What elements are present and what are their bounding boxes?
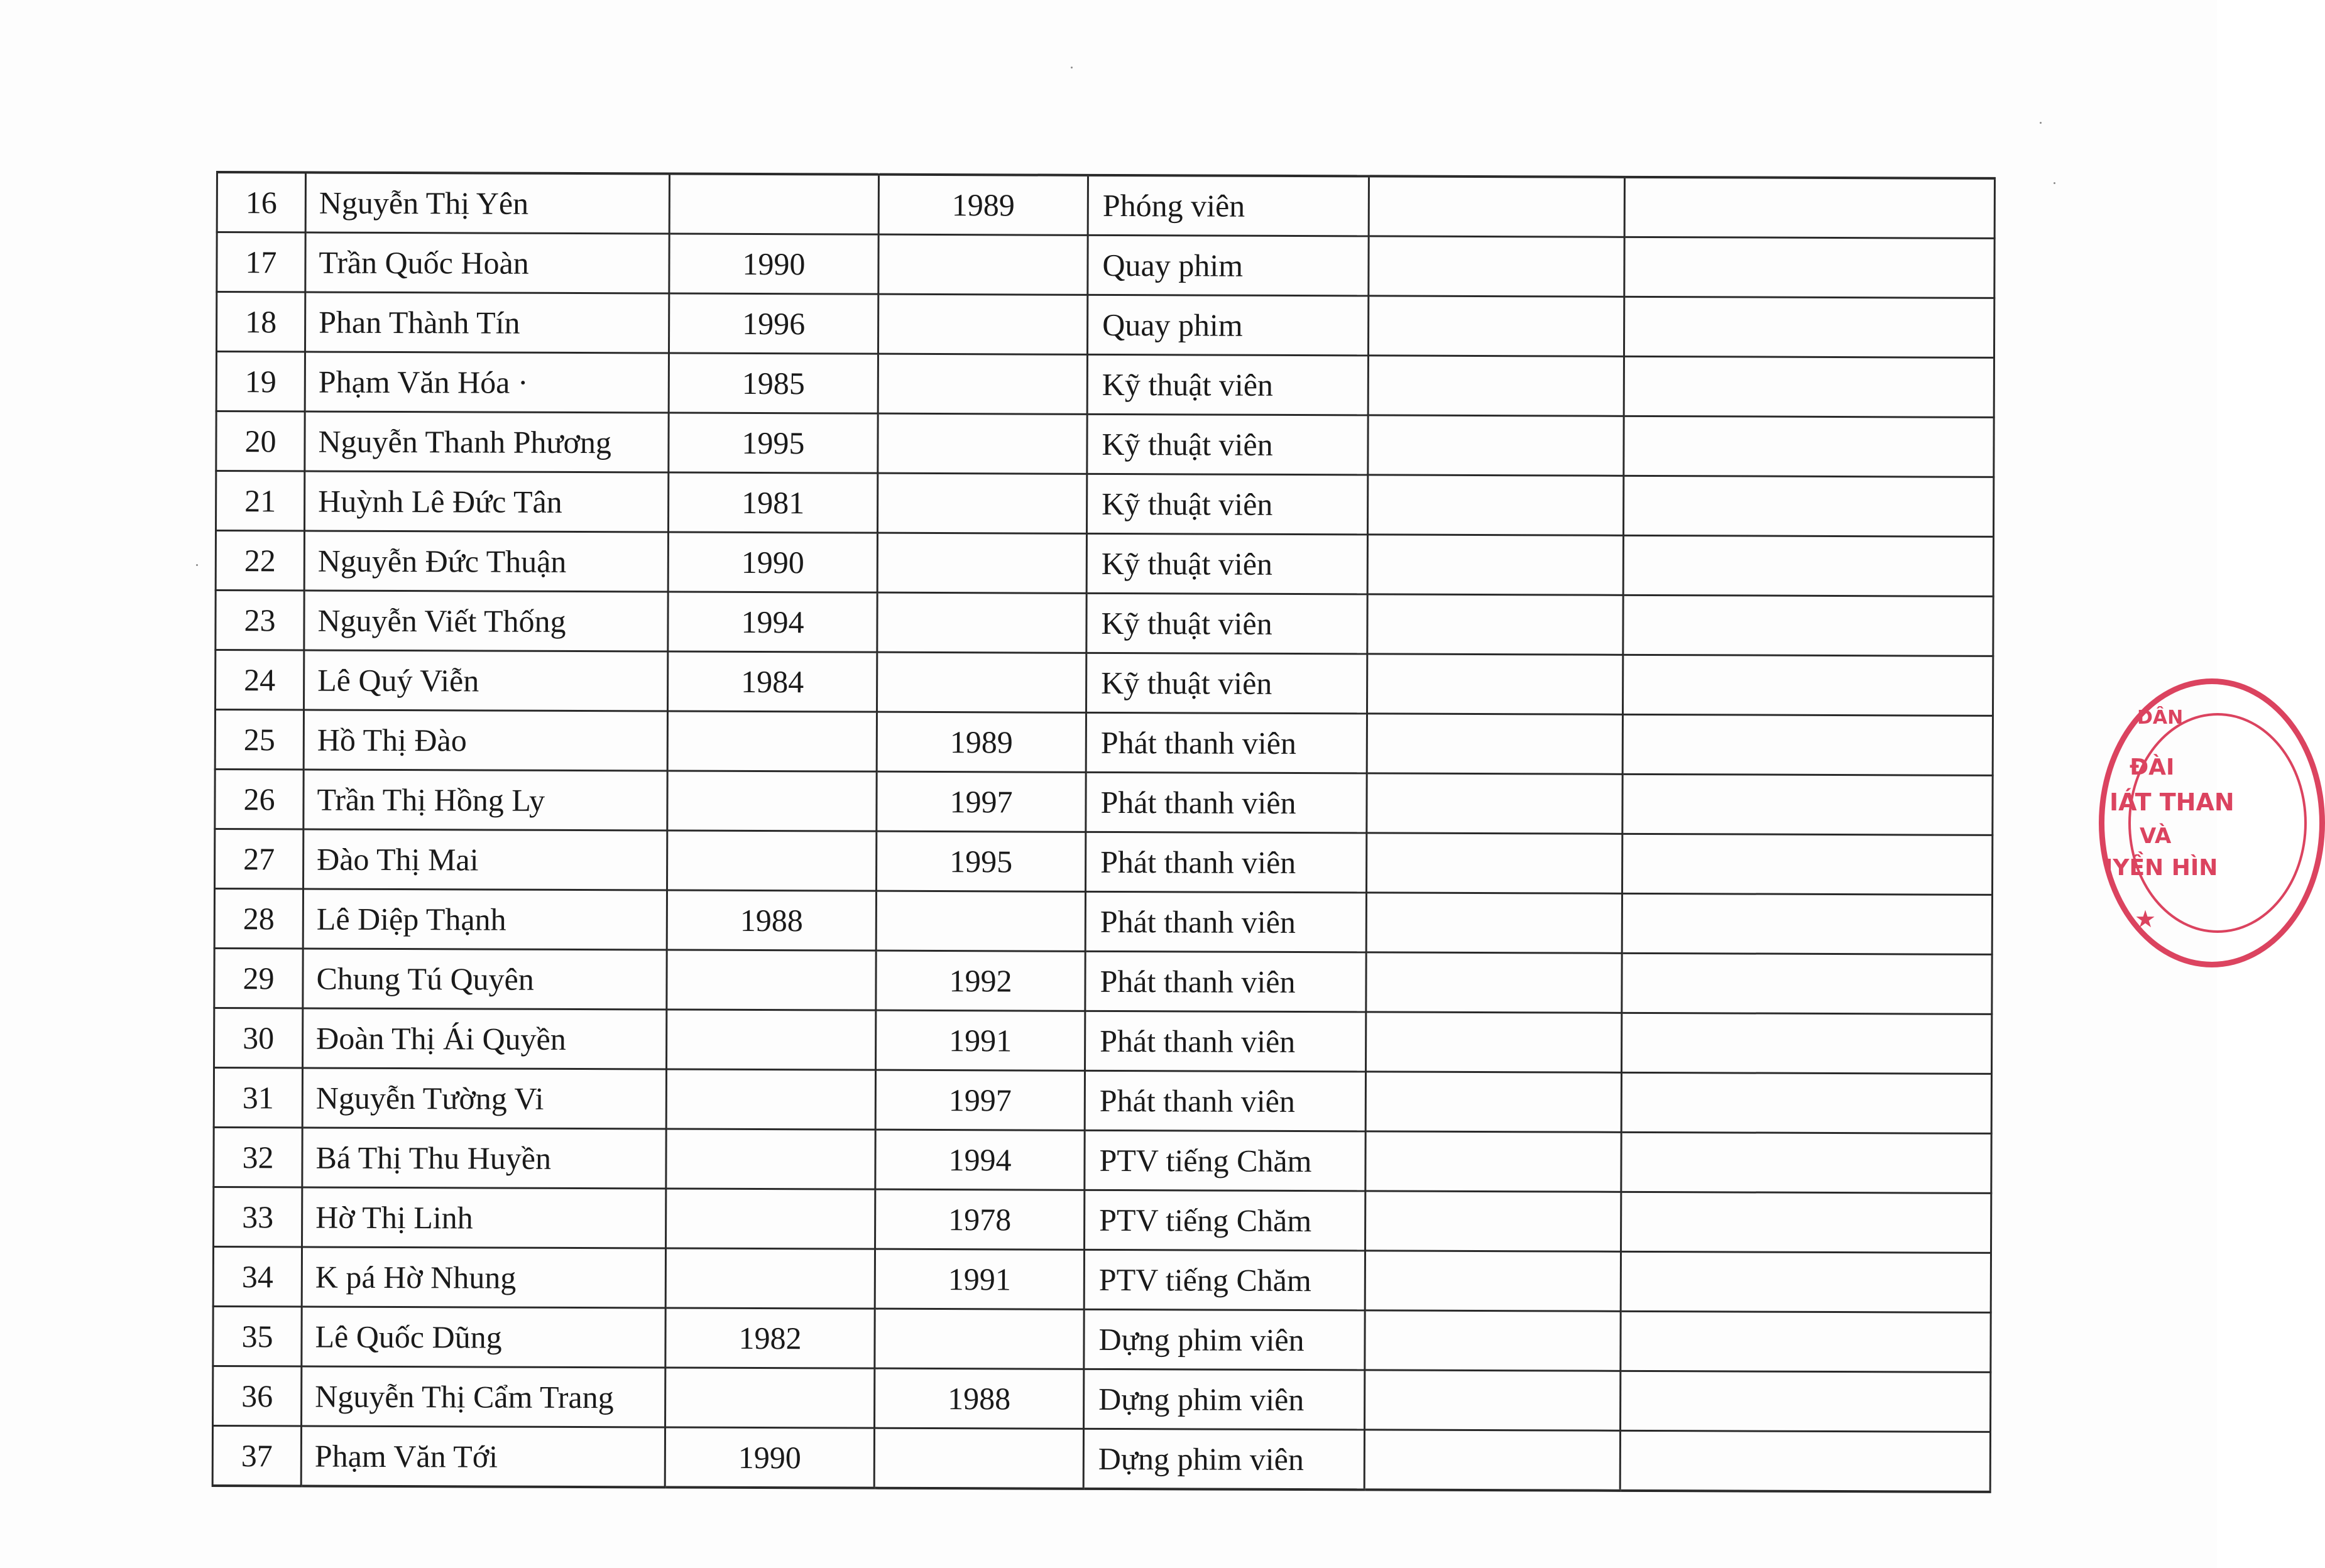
row-number-cell [212,1425,301,1486]
row-number-cell [213,1306,302,1366]
job-title: Phát thanh viên [1100,724,1296,761]
birth-year-male: 1995 [741,425,805,461]
job-title-cell [1083,1429,1364,1489]
table-row [213,1306,1991,1372]
row-number: 30 [243,1020,275,1056]
birth-year-female: 1994 [948,1142,1012,1178]
full-name-cell [303,949,667,1010]
row-number: 19 [244,364,276,400]
row-number-cell [213,1366,302,1425]
row-number-cell [214,1067,302,1127]
full-name-cell [305,292,669,353]
row-number: 33 [242,1199,274,1235]
birth-year-female: 1989 [949,724,1013,760]
full-name: Phạm Văn Tới [314,1438,498,1474]
birth-year-male-cell [668,651,877,712]
row-number: 36 [241,1378,273,1414]
empty-cell-cell [1621,1251,1991,1312]
table-row [216,531,1993,597]
full-name-cell [301,1426,665,1488]
full-name-cell [304,650,668,711]
empty-cell-cell [1365,1370,1621,1430]
birth-year-female: 1991 [949,1023,1012,1059]
job-title: PTV tiếng Chăm [1099,1202,1312,1239]
birth-year-male-cell [668,472,877,533]
full-name: Chung Tú Quyên [316,961,534,997]
row-number: 22 [244,543,276,579]
birth-year-female-cell [875,1368,1084,1429]
seal-text-line4: VÀ [2140,824,2172,849]
full-name: Nguyễn Thị Yên [319,185,529,221]
table-row [216,650,1993,716]
job-title: Kỹ thuật viên [1102,426,1273,462]
birth-year-male: 1982 [738,1320,802,1356]
full-name: Lê Quốc Dũng [315,1319,502,1355]
table-row [214,1067,1991,1133]
birth-year-male-cell [666,1129,875,1189]
birth-year-female: 1997 [949,784,1013,820]
empty-cell-cell [1365,1072,1621,1132]
birth-year-female-cell [875,1130,1085,1190]
birth-year-female-cell [875,1309,1084,1369]
job-title-cell [1085,1070,1365,1131]
table-row [216,591,1993,656]
job-title-cell [1086,832,1367,893]
full-name: Trần Quốc Hoàn [319,244,529,281]
seal-star-icon: ★ [2135,905,2157,933]
row-number: 18 [245,304,277,340]
birth-year-female-cell [876,1010,1085,1070]
full-name: Nguyễn Viết Thống [317,602,566,639]
empty-cell-cell [1367,535,1623,595]
job-title-cell [1085,891,1366,952]
table-row [214,1008,1992,1074]
empty-cell-cell [1621,1132,1991,1193]
job-title-cell [1086,653,1367,714]
full-name-cell [302,1068,666,1129]
birth-year-male: 1990 [742,246,806,282]
job-title: Dựng phim viên [1098,1321,1305,1358]
full-name: K pá Hờ Nhung [315,1259,517,1295]
birth-year-male-cell [665,1248,875,1309]
empty-cell-cell [1369,176,1624,237]
job-title: Phát thanh viên [1100,963,1296,1000]
birth-year-female-cell [876,950,1085,1011]
job-title: Phát thanh viên [1099,1082,1296,1119]
job-title: Quay phim [1102,307,1243,343]
job-title-cell [1085,1190,1365,1251]
birth-year-male: 1988 [740,902,803,939]
birth-year-female: 1989 [951,187,1015,223]
birth-year-male-cell [666,1069,875,1130]
job-title-cell [1088,175,1369,236]
full-name: Bá Thị Thu Huyền [315,1140,552,1176]
empty-cell-cell [1624,297,1994,357]
job-title: Kỹ thuật viên [1101,665,1272,701]
empty-cell-cell [1623,595,1993,656]
seal-inner-ring [2128,713,2307,933]
birth-year-female: 1978 [948,1202,1012,1238]
row-number-cell [215,769,304,829]
row-number: 34 [241,1259,273,1295]
row-number: 37 [241,1438,273,1474]
empty-cell-cell [1623,535,1993,596]
row-number-cell [216,591,304,650]
row-number-cell [216,352,305,411]
job-title: Quay phim [1102,247,1244,283]
job-title: Kỹ thuật viên [1102,486,1273,522]
job-title: Phát thanh viên [1100,1023,1296,1060]
full-name-cell [305,232,669,293]
scan-speck [2054,182,2055,184]
staff-roster-table [212,171,1996,1493]
job-title: PTV tiếng Chăm [1098,1261,1311,1298]
job-title: Kỹ thuật viên [1101,605,1272,641]
birth-year-male-cell [667,950,876,1010]
row-number: 20 [244,423,276,459]
row-number-cell [213,1246,302,1306]
full-name: Lê Quý Viễn [317,662,479,699]
birth-year-male-cell [665,1368,875,1428]
table-row [214,1127,1991,1193]
empty-cell-cell [1620,1430,1990,1492]
row-number: 25 [243,722,275,758]
full-name-cell [305,352,669,413]
empty-cell-cell [1368,296,1624,356]
table-row [213,1366,1991,1432]
birth-year-female: 1988 [948,1381,1011,1417]
row-number: 32 [242,1140,274,1175]
table-row [217,232,1994,298]
empty-cell-cell [1621,1371,1991,1432]
row-number: 17 [245,244,277,280]
birth-year-male: 1984 [741,663,804,700]
empty-cell-cell [1623,476,1993,536]
birth-year-female-cell [877,652,1086,712]
table-row [214,888,1992,954]
empty-cell-cell [1622,774,1993,835]
seal-text-line2: ĐÀI [2130,754,2175,780]
row-number: 23 [244,602,276,638]
table-row [214,948,1992,1014]
birth-year-male: 1990 [741,544,804,580]
row-number-cell [216,650,304,710]
birth-year-female-cell [875,1189,1085,1250]
job-title-cell [1085,1011,1366,1072]
row-number: 28 [243,901,275,937]
job-title-cell [1085,951,1366,1012]
row-number: 24 [244,662,276,698]
birth-year-female-cell [878,175,1088,236]
birth-year-male: 1985 [741,365,805,401]
row-number-cell [214,1127,302,1187]
row-number-cell [214,1187,302,1246]
birth-year-male-cell [667,711,877,771]
job-title: Dựng phim viên [1098,1381,1305,1418]
empty-cell-cell [1365,1131,1621,1192]
full-name-cell [304,710,667,771]
row-number: 26 [243,781,275,817]
full-name: Phạm Văn Hóa · [318,364,528,400]
full-name-cell [305,172,669,234]
full-name: Trần Thị Hồng Ly [317,781,545,818]
row-number-cell [216,531,304,591]
empty-cell-cell [1624,177,1994,239]
empty-cell-cell [1367,773,1622,834]
job-title-cell [1087,295,1368,356]
job-title-cell [1086,474,1367,535]
table-row [216,352,1994,418]
job-title-cell [1085,1130,1365,1191]
empty-cell-cell [1369,236,1624,297]
job-title: Kỹ thuật viên [1101,545,1273,582]
birth-year-male: 1981 [741,484,805,521]
birth-year-male-cell [666,1189,875,1249]
empty-cell-cell [1622,893,1992,954]
full-name-cell [302,1128,666,1189]
birth-year-male-cell [668,532,877,592]
birth-year-female-cell [877,771,1086,832]
job-title-cell [1087,414,1368,475]
seal-text-line3: IÁT THAN [2109,788,2235,816]
job-title: Phát thanh viên [1100,784,1296,821]
table-row [215,710,1993,776]
empty-cell-cell [1622,1013,1992,1074]
empty-cell-cell [1367,714,1622,774]
job-title: Phát thanh viên [1100,844,1296,881]
empty-cell-cell [1622,714,1993,775]
birth-year-male: 1996 [742,305,806,342]
row-number-cell [215,710,304,770]
full-name-cell [302,1247,665,1308]
full-name-cell [305,411,669,472]
job-title-cell [1086,712,1367,773]
empty-cell-cell [1367,594,1623,655]
birth-year-male-cell [669,413,878,473]
empty-cell-cell [1624,416,1994,477]
birth-year-male-cell [667,890,876,950]
scan-speck [196,564,198,566]
official-seal [2099,678,2325,967]
job-title-cell [1084,1309,1365,1370]
staff-roster-body [212,172,1994,1492]
empty-cell-cell [1622,655,1993,716]
seal-text-top: DÂN [2137,707,2184,729]
row-number-cell [215,829,304,888]
job-title: Kỹ thuật viên [1102,366,1274,403]
table-row [212,1425,1990,1491]
table-row [216,471,1994,537]
job-title: PTV tiếng Chăm [1099,1142,1312,1179]
full-name: Phan Thành Tín [319,304,520,340]
birth-year-male-cell [665,1427,874,1488]
birth-year-male-cell [667,1010,876,1070]
empty-cell-cell [1365,1310,1621,1371]
birth-year-female-cell [875,1249,1084,1309]
birth-year-male-cell [668,592,877,652]
birth-year-male: 1994 [741,604,804,640]
empty-cell-cell [1621,1311,1991,1372]
row-number: 21 [244,483,276,519]
job-title-cell [1088,235,1369,296]
full-name: Nguyễn Thanh Phương [318,423,612,460]
full-name-cell [304,591,668,651]
birth-year-female-cell [877,712,1086,772]
birth-year-male-cell [669,353,878,413]
birth-year-female-cell [878,294,1087,354]
birth-year-female: 1995 [949,844,1013,879]
empty-cell-cell [1368,356,1624,416]
full-name: Đoàn Thị Ái Quyền [316,1020,566,1057]
table-row [217,172,1994,238]
full-name: Huỳnh Lê Đức Tân [318,483,562,520]
empty-cell-cell [1365,1191,1621,1251]
full-name-cell [302,1187,666,1248]
table-row [214,1187,1991,1253]
birth-year-female-cell [876,891,1085,951]
row-number-cell [214,1008,303,1067]
birth-year-female-cell [877,473,1086,533]
scan-speck [1071,67,1073,68]
job-title: Dựng phim viên [1098,1440,1305,1478]
full-name: Đào Thị Mai [317,841,479,878]
empty-cell-cell [1364,1430,1620,1491]
birth-year-female: 1997 [948,1082,1012,1118]
table-row [216,292,1994,358]
empty-cell-cell [1366,1012,1622,1072]
birth-year-female-cell [878,413,1087,474]
row-number-cell [214,888,303,948]
scan-speck [2040,122,2042,124]
birth-year-female: 1991 [948,1261,1011,1297]
job-title: Phóng viên [1102,187,1245,224]
job-title-cell [1084,1369,1365,1430]
full-name-cell [302,1366,665,1427]
table-row [215,769,1993,835]
empty-cell-cell [1624,356,1994,417]
full-name-cell [305,471,669,532]
table-row [213,1246,1991,1312]
birth-year-female-cell [877,831,1086,891]
full-name: Nguyễn Tường Vi [315,1080,544,1116]
job-title: Phát thanh viên [1100,903,1296,940]
row-number: 27 [243,841,275,877]
full-name-cell [304,770,667,830]
job-title-cell [1087,354,1368,415]
full-name: Hờ Thị Linh [315,1199,473,1236]
full-name-cell [304,531,668,592]
empty-cell-cell [1367,833,1622,893]
empty-cell-cell [1367,475,1623,535]
empty-cell-cell [1621,1192,1991,1253]
full-name-cell [302,1307,665,1368]
birth-year-male-cell [667,771,877,831]
seal-text-line5: IYỀN HÌN [2104,855,2218,881]
job-title-cell [1086,533,1367,594]
row-number-cell [216,411,305,471]
birth-year-male-cell [665,1308,875,1368]
full-name: Lê Diệp Thạnh [316,901,506,937]
birth-year-female-cell [874,1428,1083,1489]
birth-year-male-cell [669,174,878,235]
row-number-cell [214,948,303,1008]
full-name: Hồ Thị Đào [317,722,467,758]
empty-cell-cell [1622,953,1992,1014]
job-title-cell [1084,1250,1365,1310]
row-number-cell [217,232,305,292]
row-number-cell [216,292,305,352]
row-number-cell [216,471,305,531]
birth-year-female-cell [878,234,1088,295]
job-title-cell [1086,593,1367,654]
full-name: Nguyễn Thị Cẩm Trang [315,1378,614,1415]
birth-year-male-cell [669,234,878,294]
birth-year-female-cell [877,592,1086,653]
empty-cell-cell [1367,654,1622,714]
birth-year-male-cell [667,830,877,891]
empty-cell-cell [1624,237,1994,298]
empty-cell-cell [1368,415,1624,476]
table-row [215,829,1993,895]
birth-year-female-cell [877,533,1086,593]
full-name: Nguyễn Đức Thuận [317,543,567,579]
empty-cell-cell [1365,1251,1621,1311]
row-number-cell [217,172,305,232]
full-name-cell [303,889,667,950]
empty-cell-cell [1366,952,1622,1013]
full-name-cell [304,829,667,890]
birth-year-female-cell [878,354,1087,414]
birth-year-female: 1992 [949,963,1012,999]
empty-cell-cell [1622,834,1992,895]
job-title-cell [1086,772,1367,833]
empty-cell-cell [1366,893,1622,953]
empty-cell-cell [1621,1072,1991,1133]
birth-year-male: 1990 [738,1439,801,1476]
row-number: 29 [243,961,275,996]
row-number: 35 [241,1319,273,1354]
birth-year-female-cell [875,1070,1085,1130]
birth-year-male-cell [669,293,878,354]
table-row [216,411,1994,477]
full-name-cell [303,1008,667,1069]
row-number: 31 [242,1080,274,1116]
row-number: 16 [245,185,277,220]
